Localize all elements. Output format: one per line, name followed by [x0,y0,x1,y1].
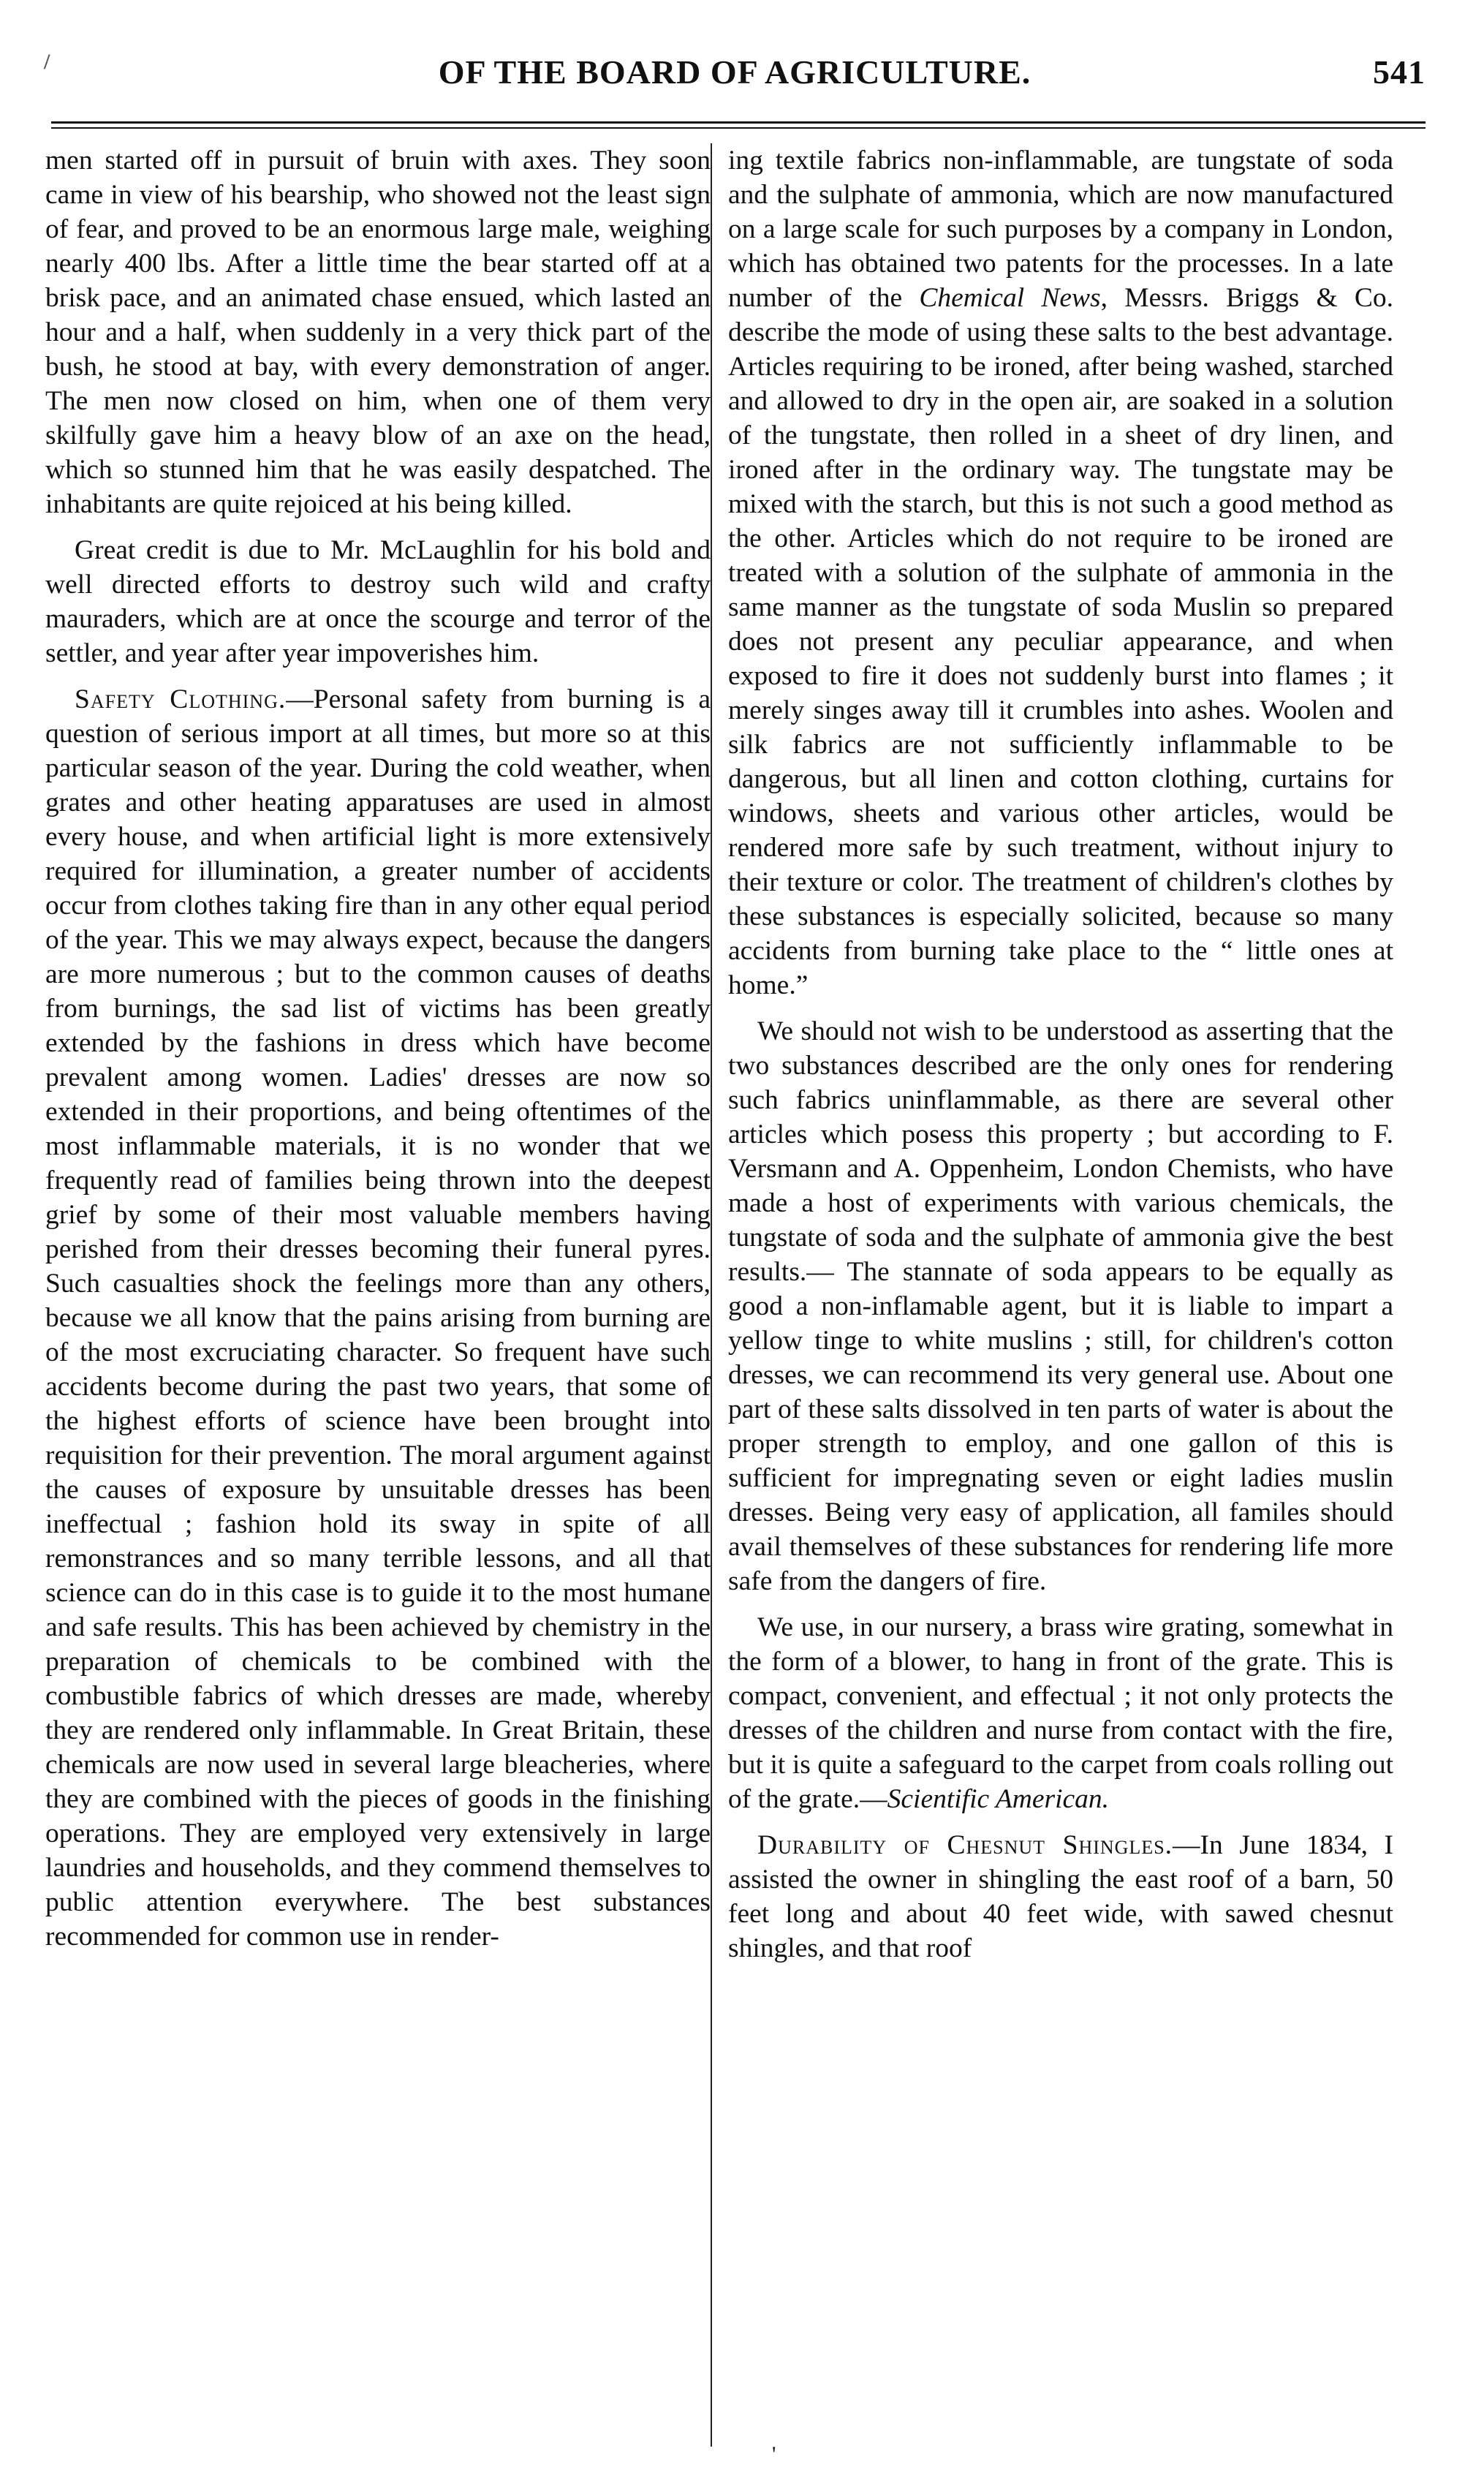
page-number: 541 [1373,53,1426,91]
header-rule [51,121,1426,129]
source-citation: Scientific American. [887,1784,1110,1814]
tungstate-text-rest: , Messrs. Briggs & Co. describe the mode of using these salts to the best advantage. Articles requiring to be ironed, after being washed, starched and allowed to dry in the open air, are soaked in a solution of the tungstate, then rolled in a sheet of dry linen, and ironed after in the ordinary way. The tungstate may be mixed with the starch, but this is not such a good method as the other. Articles which do not require to be ironed are treated with a solution of the sulphate of ammonia in the same manner as the tungstate of soda Muslin so prepared does not present any peculiar appearance, and when exposed to fire it does not suddenly burst into flames ; it merely singes away till it crumbles into ashes. Woolen and silk fabrics are not sufficiently inflammable to be dangerous, but all linen and cotton clothing, curtains for windows, sheets and various other articles, would be rendered more safe by such treatment, without injury to their texture or color. The treatment of children's clothes by these substances is especially solicited, because so many accidents from burning take place to the “ little ones at home.” [728,283,1394,1000]
chesnut-shingles-paragraph [728,1828,1393,1965]
journal-title: Chemical News [919,283,1101,313]
safety-clothing-body: —Personal safety from burning is a question of serious import at all times, but more so at this particular season of the year. During the cold weather, when grates and other heating apparatuses are used in almost every house, and when artificial light is more extensively required for illumination, a greater number of accidents occur from clothes taking fire than in any other equal period of the year. This we may always expect, because the dangers are more numerous ; but to the common causes of deaths from burnings, the sad list of victims has been greatly extended by the fashions in dress which have become prevalent among women. Ladies' dresses are now so extended in their proportions, and being oftentimes of the most inflammable materials, it is no wonder that we frequently read of families being thrown into the deepest grief by some of their most valuable members having perished from their dresses becoming their funeral pyres. Such casualties shock the feelings more than any others, because we all know that the pains arising from burning are of the most excruciating character. So frequent have such accidents become during the past two years, that some of the highest efforts of science have been brought into requisition for their prevention. The moral argument against the causes of exposure by unsuitable dresses has been ineffectual ; fashion hold its sway in spite of all remonstrances and so many terrible lessons, and all that science can do in this case is to guide it to the most humane and safe results. This has been achieved by chemistry in the preparation of chemicals to be combined with the combustible fabrics of which dresses are made, whereby they are rendered only inflammable. In Great Britain, these chemicals are now used in several large bleacheries, where they are combined with the pieces of goods in the finishing operations. They are employed very extensively in large laundries and households, and they commend themselves to public attention everywhere. The best substances recommended for common use in render- [45,684,711,1952]
chesnut-shingles-heading: Durability of Chesnut Shingles. [757,1830,1173,1860]
safety-clothing-heading: Safety Clothing. [75,684,287,714]
bear-chase-paragraph: men started off in pursuit of bruin with axes. They soon came in view of his bearship, who showed not the least sign of fear, and proved to be an enormous large male, weighing nearly 400 lbs. After a little time the bear started off at a brisk pace, and an animated chase ensued, which lasted an hour and a half, when suddenly in a very thick part of the bush, he stood at bay, with every demonstration of anger. The men now closed on him, when one of them very skilfully gave him a heavy blow of an axe on the head, which so stunned him that he was easily despatched. The inhabitants are quite rejoiced at his being killed. [45,146,711,519]
nursery-text: We use, in our nursery, a brass wire grating, somewhat in the form of a blower, to hang in front of the grate. This is compact, convenient, and effectual ; it not only protects the dresses of the children and nurse from contact with the fire, but it is quite a safeguard to the carpet from coals rolling out of the grate.— [728,1612,1393,1814]
chesnut-shingles-body: —In June 1834, I assisted the owner in shingling the east roof of a barn, 50 feet long and about 40 feet wide, with sawed chesnut shingles, and that roof [728,1830,1394,1963]
corner-mark: / [44,50,51,74]
left-column [45,143,711,1965]
right-column [728,143,1393,1977]
tungstate-paragraph [728,143,1393,1002]
understood-paragraph: We should not wish to be understood as asserting that the two substances described are the only ones for rendering such fabrics uninflammable, as there are several other articles which posess this property ; but according to F. Versmann and A. Oppenheim, London Chemists, who have made a host of experiments with various chemicals, the tungstate of soda and the sulphate of ammonia give the best results.— The stannate of soda appears to be equally as good a non-inflamable agent, but it is liable to impart a yellow tinge to white muslins ; still, for children's cotton dresses, we can recommend its very general use. About one part of these salts dissolved in ten parts of water is about the proper strength to employ, and one gallon of this is sufficient for impregnating seven or eight ladies muslin dresses. Being very easy of application, all familes should avail themselves of these substances for rendering life more safe from the dangers of fire. [728,1016,1393,1596]
column-divider [711,143,712,2447]
nursery-paragraph [728,1610,1393,1816]
running-head: OF THE BOARD OF AGRICULTURE. [438,53,1031,91]
page-header [44,50,1426,101]
safety-clothing-paragraph [45,682,711,1954]
tungstate-text: ing textile fabrics non-inflammable, are tungstate of soda and the sulphate of ammonia, which are now manufactured on a large scale for such purposes by a company in London, which has obtained two patents for the processes. In a late number of the [728,146,1393,313]
mclaughlin-paragraph: Great credit is due to Mr. McLaughlin for his bold and well directed efforts to destroy such wild and crafty mauraders, which are at once the scourge and terror of the settler, and year after year impoverishes him. [45,535,711,668]
footer-mark: ' [772,2442,776,2466]
